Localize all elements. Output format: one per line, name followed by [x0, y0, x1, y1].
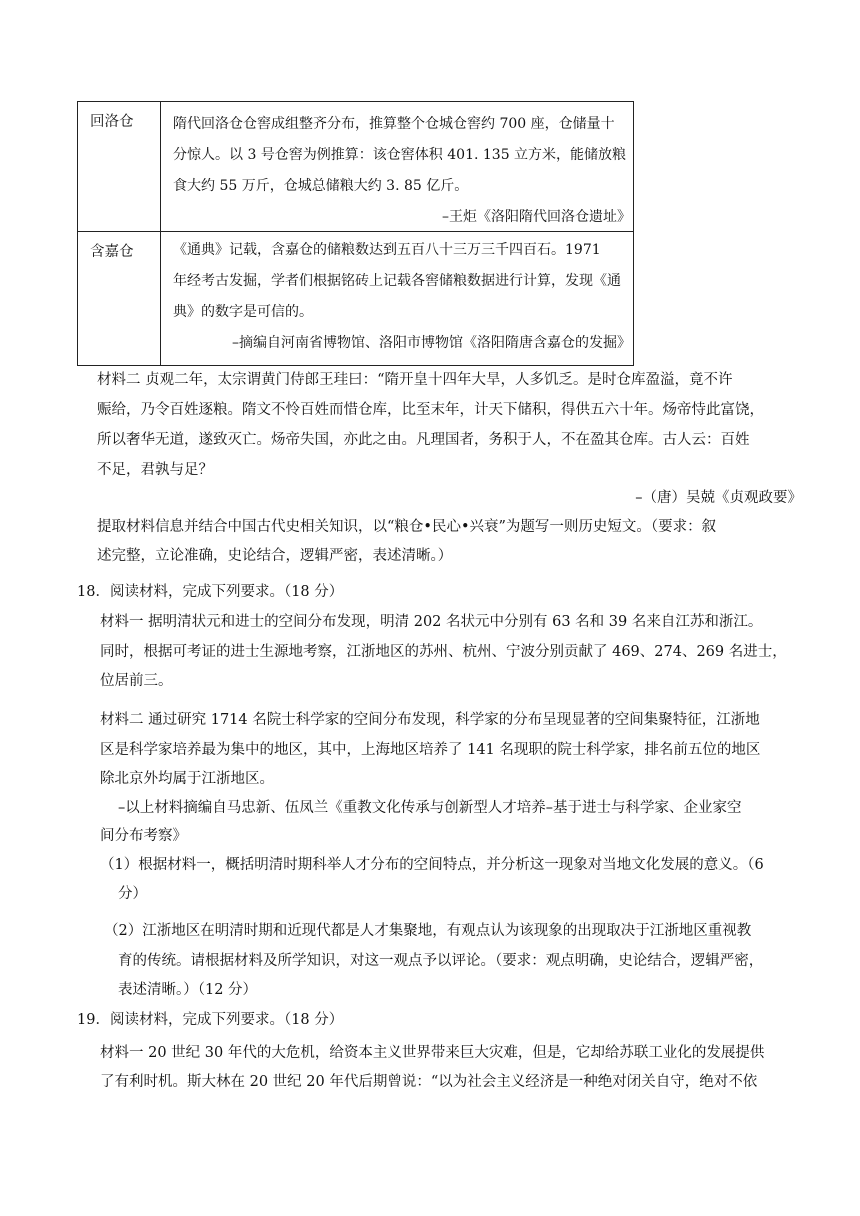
task-line: 提取材料信息并结合中国古代史相关知识，以“粮仓•民心•兴衰”为题写一则历史短文。（要求：叙 [97, 519, 717, 535]
question-heading: 18．阅读材料，完成下列要求。（18 分） [77, 584, 344, 600]
sub-question-line: 分） [118, 886, 147, 902]
granary-description [161, 102, 634, 232]
text-line: 食大约 55 万斤，仓城总储粮大约 3. 85 亿斤。 [173, 178, 469, 194]
granary-name: 含嘉仓 [78, 232, 161, 366]
text-line: 分惊人。以 3 号仓窖为例推算：该仓窖体积 401. 135 立方米，能储放粮 [173, 147, 627, 163]
source-citation: 间分布考察》 [100, 828, 187, 844]
sub-question-line: 表述清晰。）（12 分） [118, 982, 258, 998]
text-line: 隋代回洛仓仓窖成组整齐分布，推算整个仓城仓窖约 700 座，仓储量十 [173, 116, 615, 132]
source-citation: –（唐）吴兢《贞观政要》 [635, 490, 802, 506]
material-line: 材料一 20 世纪 30 年代的大危机，给资本主义世界带来巨大灾难，但是，它却给苏联工业化的发展提供 [100, 1045, 765, 1061]
material-line: 位居前三。 [100, 673, 173, 689]
material-line: 材料二 通过研究 1714 名院士科学家的空间分布发现，科学家的分布呈现显著的空间集聚特征，江浙地 [100, 712, 760, 728]
granary-description [161, 232, 634, 366]
material-line: 区是科学家培养最为集中的地区，其中，上海地区培养了 141 名现职的院士科学家，排名前五位的地区 [100, 742, 761, 758]
table-row [78, 102, 634, 232]
material-line: 所以奢华无道，遂致灭亡。炀帝失国，亦此之由。凡理国者，务积于人，不在盈其仓库。古人云：百姓 [97, 432, 750, 448]
sub-question-line: （2）江浙地区在明清时期和近现代都是人才集聚地，有观点认为该现象的出现取决于江浙地区重视教 [104, 923, 752, 939]
sub-question-line: 育的传统。请根据材料及所学知识，对这一观点予以评论。（要求：观点明确，史论结合，逻辑严密， [118, 953, 764, 969]
granary-name: 回洛仓 [78, 102, 161, 232]
text-line: 年经考古发掘，学者们根据铭砖上记载各窖储粮数据进行计算，发现《通 [173, 273, 621, 289]
material-line: 了有利时机。斯大林在 20 世纪 20 年代后期曾说：“以为社会主义经济是一种绝对闭关自守，绝对不依 [100, 1074, 758, 1090]
source-citation: –摘编自河南省博物馆、洛阳市博物馆《洛阳隋唐含嘉仓的发掘》 [232, 335, 631, 351]
source-citation: –以上材料摘编自马忠新、伍凤兰《重教文化传承与创新型人才培养–基于进士与科学家、企业家空 [118, 800, 742, 816]
material-line: 材料二 贞观二年，太宗谓黄门侍郎王珪曰：“隋开皇十四年大旱，人多饥乏。是时仓库盈溢，竟不许 [97, 372, 733, 388]
question-heading: 19．阅读材料，完成下列要求。（18 分） [77, 1012, 344, 1028]
text-line: 《通典》记载，含嘉仓的储粮数达到五百八十三万三千四百石。1971 [173, 242, 601, 258]
source-citation: –王炬《洛阳隋代回洛仓遗址》 [442, 209, 631, 225]
sub-question-line: （1）根据材料一，概括明清时期科举人才分布的空间特点，并分析这一现象对当地文化发展的意义。（6 [100, 857, 764, 873]
material-line: 除北京外均属于江浙地区。 [100, 771, 274, 787]
table-row [78, 232, 634, 366]
material-line: 赈给，乃令百姓逐粮。隋文不怜百姓而惜仓库，比至末年，计天下储积，得供五六十年。炀帝恃此富饶， [97, 402, 764, 418]
task-line: 述完整，立论准确，史论结合，逻辑严密，表述清晰。） [97, 548, 453, 564]
text-line: 典》的数字是可信的。 [173, 304, 313, 320]
material-line: 同时，根据可考证的进士生源地考察，江浙地区的苏州、杭州、宁波分别贡献了 469、274、269 名进士， [100, 644, 787, 660]
material-line: 不足，君孰与足？ [97, 462, 213, 478]
granary-table [77, 101, 634, 366]
material-line: 材料一 据明清状元和进士的空间分布发现，明清 202 名状元中分别有 63 名和 39 名来自江苏和浙江。 [100, 614, 763, 630]
